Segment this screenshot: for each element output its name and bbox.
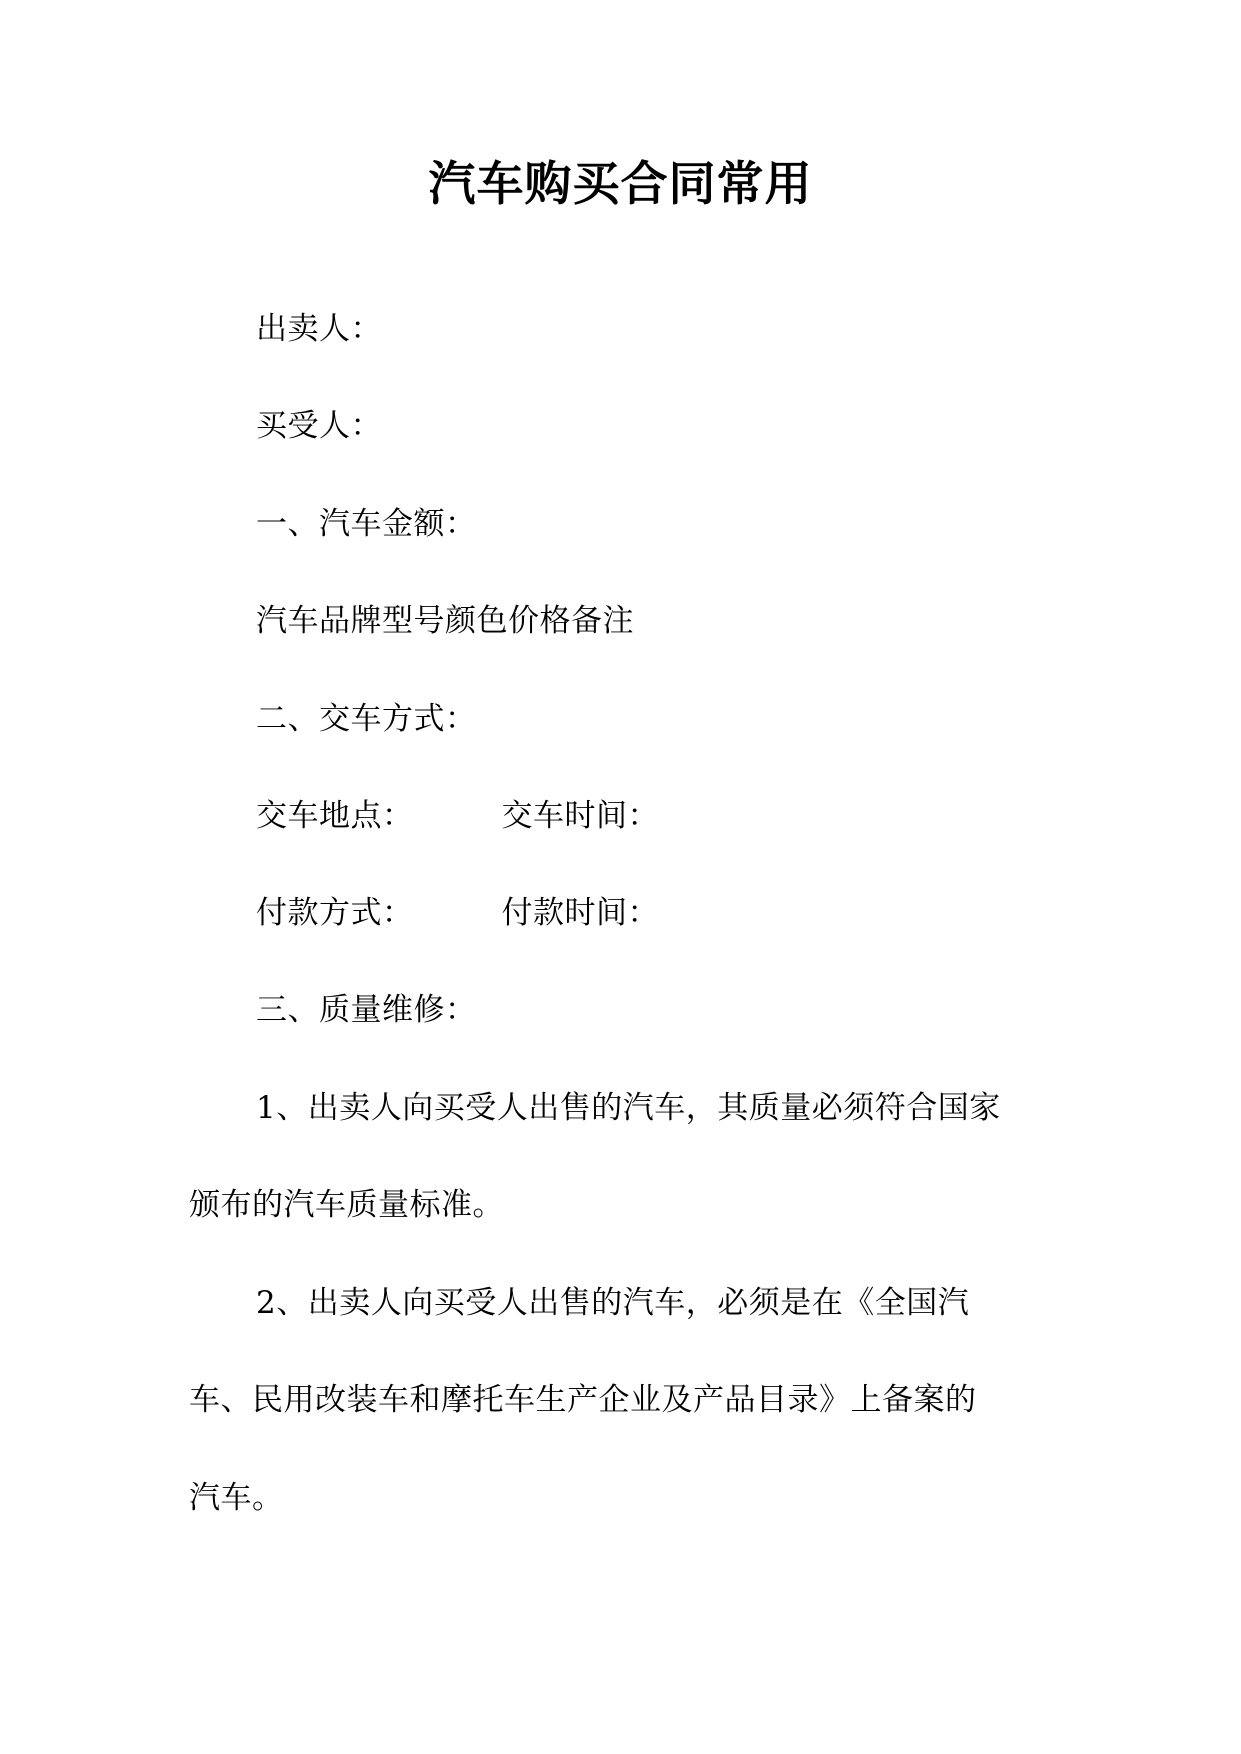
clause-2-line-1: 2、出卖人向买受人出售的汽车，必须是在《全国汽 (256, 1285, 970, 1321)
seller-label: 出卖人： (256, 311, 382, 347)
clause-2-line-3: 汽车。 (189, 1480, 284, 1516)
section-heading-quality-maintenance: 三、质量维修： (256, 992, 477, 1028)
car-details-headers: 汽车品牌型号颜色价格备注 (256, 603, 634, 639)
payment-method-label: 付款方式： (256, 895, 414, 931)
delivery-fields-row (256, 792, 659, 840)
buyer-label: 买受人： (256, 408, 382, 444)
clause-1-line-2: 颁布的汽车质量标准。 (189, 1187, 504, 1223)
delivery-location-label: 交车地点： (256, 798, 414, 834)
document-title: 汽车购买合同常用 (428, 157, 813, 212)
payment-time-label: 付款时间： (501, 895, 659, 931)
section-heading-delivery-method: 二、交车方式： (256, 701, 477, 737)
payment-fields-row (256, 889, 659, 937)
delivery-time-label: 交车时间： (501, 798, 659, 834)
clause-1-line-1: 1、出卖人向买受人出售的汽车，其质量必须符合国家 (256, 1090, 1001, 1126)
clause-2-line-2: 车、民用改装车和摩托车生产企业及产品目录》上备案的 (189, 1382, 977, 1418)
section-heading-car-amount: 一、汽车金额： (256, 506, 477, 542)
